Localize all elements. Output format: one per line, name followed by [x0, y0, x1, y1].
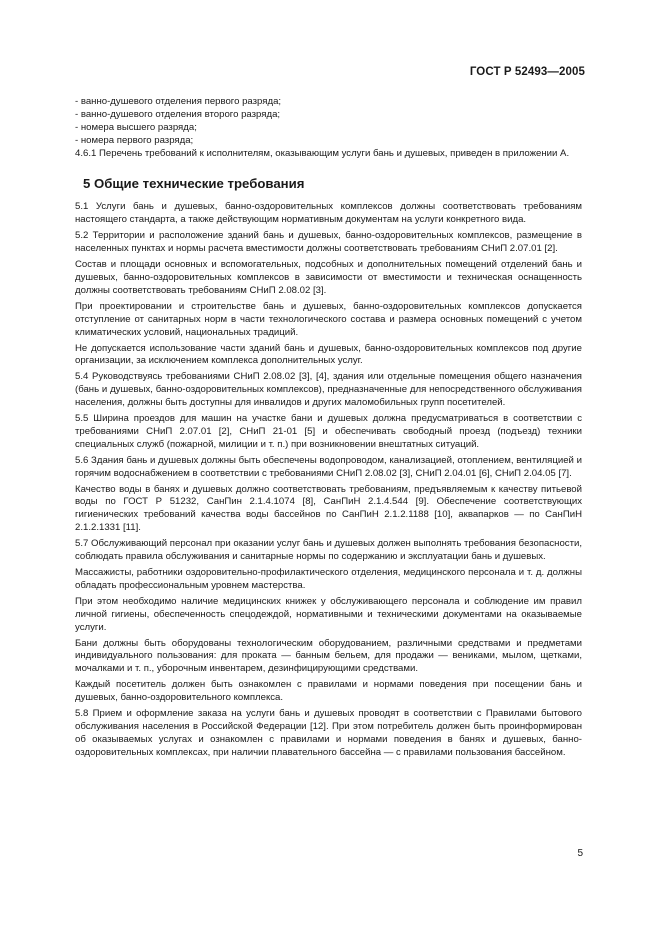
document-code: ГОСТ Р 52493—2005 [469, 66, 585, 78]
paragraph: Массажисты, работники оздоровительно-профилактического отделения, медицинского персонала и т. д. должны обладать профессиональным уровнем мастерства. [75, 567, 582, 591]
section-title: 5 Общие технические требования [83, 175, 305, 191]
paragraph: Состав и площади основных и вспомогательных, подсобных и дополнительных помещений отделений бань и душевых, банно-оздоровительных комплексов в зависимости от вместимости и техническая оснащенность должны соответствовать требованиям СНиП 2.08.02 [3]. [75, 259, 582, 296]
paragraph: 5.4 Руководствуясь требованиями СНиП 2.08.02 [3], [4], здания или отдельные помещения общего назначения (бань и душевых, банно-оздоровительных комплексов), предназначенные для непосредственного обслуживания населения, должны быть доступны для инвалидов и других маломобильных групп посетителей. [75, 371, 582, 409]
paragraph: При проектировании и строительстве бань и душевых, банно-оздоровительных комплексов допускается отступление от санитарных норм в части технологического состава и размера основных помещений с учетом климатических условий, национальных традиций. [75, 300, 582, 338]
list-item: - номера первого разряда; [75, 134, 194, 146]
list-item: - ванно-душевого отделения первого разряда; [75, 96, 282, 107]
page-content [75, 96, 582, 760]
paragraph: Не допускается использование части зданий бань и душевых, банно-оздоровительных комплексов под другие организации, за исключением комплекса дополнительных услуг. [75, 342, 582, 367]
paragraph: 5.2 Территории и расположение зданий бань и душевых, банно-оздоровительных комплексов, размещение в населенных пунктах и нормы расчета вместимости должны соответствовать требованиям СНиП 2.07.01 [2]. [75, 230, 582, 255]
paragraph: Бани должны быть оборудованы технологическим оборудованием, различными средствами и предметами индивидуального пользования: для проката — банным бельем, для продажи — вениками, мылом, щетками, мочалками и т. п., уборочным инвентарем, дезинфицирующими средствами. [75, 637, 582, 675]
category-list [75, 96, 582, 148]
paragraph: 5.8 Прием и оформление заказа на услуги бань и душевых проводят в соответствии с Правилами бытового обслуживания населения в Российской Федерации [12]. При этом потребитель должен быть проинформирован об оказываемых услугах и ознакомлен с правилами и нормами поведения в банях и душевых, банно-оздоровительных комплексах, при наличии плавательного бассейна — с правилами пользования бассейном. [75, 708, 582, 758]
list-item: - номера высшего разряда; [75, 121, 197, 133]
paragraph-4-6-1: 4.6.1 Перечень требований к исполнителям, оказывающим услуги бань и душевых, приведен в приложении А. [75, 147, 570, 159]
list-item: - ванно-душевого отделения второго разряда; [75, 108, 281, 120]
paragraph: При этом необходимо наличие медицинских книжек у обслуживающего персонала и соблюдение им правил личной гигиены, обеспеченность спецодеждой, нормативными и техническими документами на оказываемые услуги. [75, 595, 582, 633]
page-number: 5 [577, 848, 583, 859]
paragraph: 5.6 Здания бань и душевых должны быть обеспечены водопроводом, канализацией, отоплением, вентиляцией и горячим водоснабжением в соответствии с требованиями СНиП 2.08.02 [3], СНиП 2.04.01 [6], СНиП 2.04.05 [7]. [75, 454, 582, 479]
paragraph: 5.1 Услуги бань и душевых, банно-оздоровительных комплексов должны соответствовать требованиям настоящего стандарта, а также действующим нормативным документам на услуги конкретного вида. [75, 201, 582, 226]
paragraph: 5.5 Ширина проездов для машин на участке бани и душевых должна предусматриваться в соответствии с требованиями СНиП 2.07.01 [2], СНиП 21-01 [5] и обеспечивать свободный проезд (подъезд) техники специальных служб (пожарной, милиции и т. п.) при возникновении внештатных ситуаций. [75, 413, 582, 450]
paragraph: Каждый посетитель должен быть ознакомлен с правилами и нормами поведения при посещении бань и душевых, банно-оздоровительного комплекса. [75, 679, 582, 704]
paragraph: 5.7 Обслуживающий персонал при оказании услуг бань и душевых должен выполнять требования безопасности, соблюдать правила обслуживания и санитарные нормы по содержанию и эксплуатации бань и душевых. [75, 538, 582, 563]
paragraph: Качество воды в банях и душевых должно соответствовать требованиям, предъявляемым к качеству питьевой воды по ГОСТ Р 51232, СанПин 2.1.4.1074 [8], СанПиН 2.1.4.544 [9]. Обеспечение соответствующих гигиенических требований качества воды бассейнов по СанПиН 2.1.2.1188 [10], аквапарков — по СанПиН 2.1.2.1331 [11]. [75, 483, 582, 534]
